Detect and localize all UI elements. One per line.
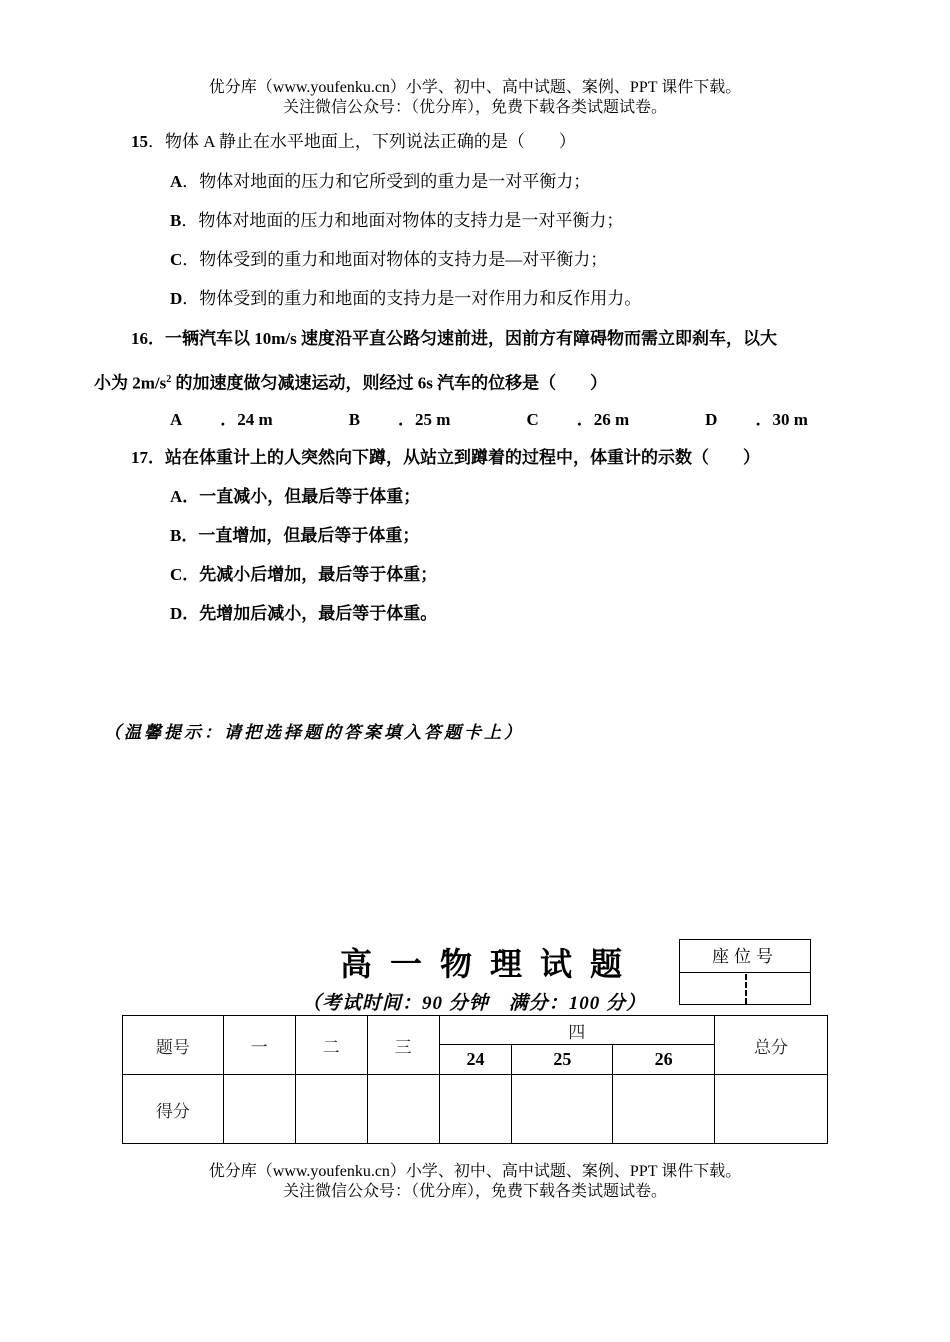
question-stem: 站在体重计上的人突然向下蹲，从站立到蹲着的过程中，体重计的示数（ ） bbox=[165, 448, 760, 467]
question-17: 17．站在体重计上的人突然向下蹲，从站立到蹲着的过程中，体重计的示数（ ） bbox=[131, 448, 760, 467]
question-stem-line-1: 一辆汽车以 10m/s 速度沿平直公路匀速前进，因前方有障碍物而需立即刹车，以大 bbox=[165, 329, 777, 348]
seat-number-label: 座位号 bbox=[680, 940, 810, 973]
option-b: B ．25 m bbox=[348, 410, 451, 429]
question-15: 15．物体 A 静止在水平地面上，下列说法正确的是（ ） bbox=[131, 132, 576, 151]
section-2: 二 bbox=[295, 1016, 367, 1075]
section-3: 三 bbox=[367, 1016, 439, 1075]
question-number: 17 bbox=[131, 448, 148, 467]
question-number: 16 bbox=[131, 329, 148, 348]
option-d: D．先增加后减小，最后等于体重。 bbox=[170, 604, 438, 623]
score-cell[interactable] bbox=[715, 1075, 828, 1144]
question-16: 16．一辆汽车以 10m/s 速度沿平直公路匀速前进，因前方有障碍物而需立即刹车，以大 bbox=[131, 329, 777, 348]
option-d: D．物体受到的重力和地面的支持力是一对作用力和反作用力。 bbox=[170, 289, 642, 308]
option-a: A ．24 m bbox=[170, 410, 273, 429]
total-header: 总分 bbox=[715, 1016, 828, 1075]
score-cell[interactable] bbox=[367, 1075, 439, 1144]
seat-number-box bbox=[679, 939, 811, 1005]
option-d: D ．30 m bbox=[705, 410, 808, 429]
option-a: A．物体对地面的压力和它所受到的重力是一对平衡力； bbox=[170, 172, 591, 191]
answer-card-hint: （温馨提示：请把选择题的答案填入答题卡上） bbox=[104, 723, 524, 742]
sub-item-26: 26 bbox=[613, 1045, 715, 1075]
score-row-header: 得分 bbox=[123, 1075, 224, 1144]
question-number-header: 题号 bbox=[123, 1016, 224, 1075]
header-line-1: 优分库（www.youfenku.cn）小学、初中、高中试题、案例、PPT 课件下载。 bbox=[208, 79, 742, 96]
footer-line-1: 优分库（www.youfenku.cn）小学、初中、高中试题、案例、PPT 课件下载。 bbox=[208, 1163, 742, 1180]
question-16-options bbox=[170, 408, 884, 432]
score-cell[interactable] bbox=[223, 1075, 295, 1144]
score-cell[interactable] bbox=[613, 1075, 715, 1144]
header-line-2: 关注微信公众号：（优分库），免费下载各类试题试卷。 bbox=[282, 99, 667, 116]
footer-line-2: 关注微信公众号：（优分库），免费下载各类试题试卷。 bbox=[282, 1183, 667, 1200]
option-c: C．物体受到的重力和地面对物体的支持力是—对平衡力； bbox=[170, 250, 608, 269]
section-4: 四 bbox=[439, 1016, 715, 1045]
seat-number-divider bbox=[745, 974, 747, 1004]
option-c: C ．26 m bbox=[526, 410, 630, 429]
score-cell[interactable] bbox=[439, 1075, 512, 1144]
score-table bbox=[122, 1015, 828, 1144]
option-b: B．一直增加，但最后等于体重； bbox=[170, 526, 420, 545]
option-a: A．一直减小，但最后等于体重； bbox=[170, 487, 421, 506]
sub-item-24: 24 bbox=[439, 1045, 512, 1075]
question-number: 15 bbox=[131, 132, 148, 151]
option-c: C．先减小后增加，最后等于体重； bbox=[170, 565, 438, 584]
score-cell[interactable] bbox=[512, 1075, 613, 1144]
exam-title: 高一物理试题 bbox=[340, 946, 641, 982]
exam-subtitle: （考试时间：90 分钟 满分：100 分） bbox=[302, 993, 647, 1014]
section-1: 一 bbox=[223, 1016, 295, 1075]
question-16-line-2: 小为 $2m/s^2$ 的加速度做匀减速运动，则经过 6s 汽车的位移是（ ） bbox=[94, 373, 608, 393]
question-stem: 物体 A 静止在水平地面上，下列说法正确的是（ ） bbox=[165, 132, 576, 151]
score-cell[interactable] bbox=[295, 1075, 367, 1144]
option-b: B．物体对地面的压力和地面对物体的支持力是一对平衡力； bbox=[170, 211, 624, 230]
sub-item-25: 25 bbox=[512, 1045, 613, 1075]
